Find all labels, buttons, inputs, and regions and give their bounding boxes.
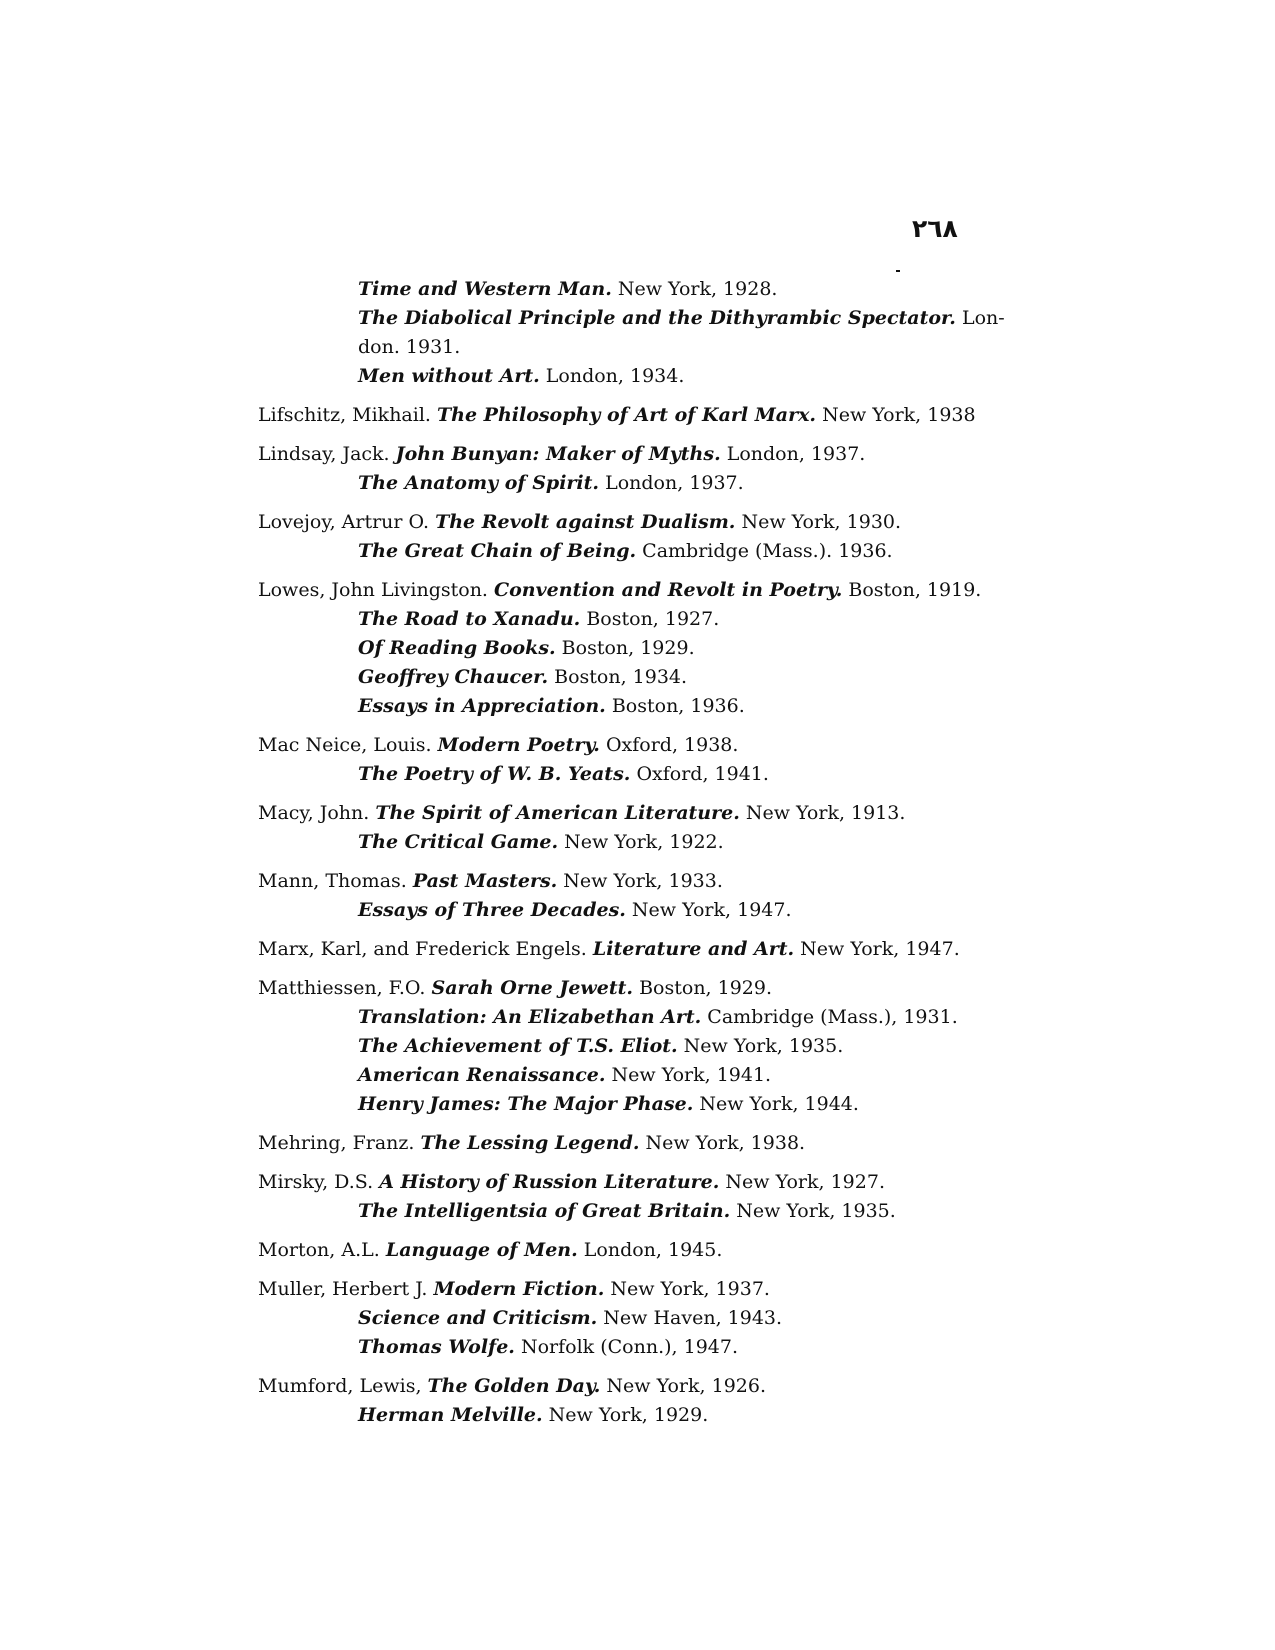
work-title: The Critical Game.: [358, 831, 559, 853]
work-title: The Diabolical Principle and the Dithyrambic Spectator.: [358, 307, 956, 329]
bibliography-entry: [258, 867, 1048, 935]
author: Mann, Thomas.: [258, 870, 413, 892]
work-title: Thomas Wolfe.: [358, 1336, 515, 1358]
work-title: The Anatomy of Spirit.: [358, 472, 600, 494]
work-title: The Great Chain of Being.: [358, 540, 637, 562]
entry-continuation-line: [258, 828, 1048, 857]
entry-continuation-line: [258, 1090, 1048, 1119]
work-title: John Bunyan: Maker of Myths.: [395, 443, 721, 465]
bibliography-entry: [258, 508, 1048, 576]
entry-first-line: [258, 974, 1048, 1003]
entry-first-line: [258, 1168, 1048, 1197]
author: Lifschitz, Mikhail.: [258, 404, 437, 426]
publication-info: New York, 1933.: [557, 870, 723, 892]
entry-first-line: [258, 799, 1048, 828]
work-title: Modern Poetry.: [437, 734, 600, 756]
work-title: Past Masters.: [412, 870, 558, 892]
publication-info: London, 1937.: [720, 443, 866, 465]
entry-continuation-line: [258, 1003, 1048, 1032]
entry-first-line: [258, 440, 1048, 469]
publication-info: Boston, 1936.: [605, 695, 745, 717]
publication-info: New York, 1941.: [605, 1064, 772, 1086]
publication-info: Boston, 1934.: [548, 666, 688, 688]
publication-info: Norfolk (Conn.), 1947.: [514, 1336, 738, 1358]
bibliography-entry: [258, 275, 1048, 401]
author: Mumford, Lewis,: [258, 1375, 428, 1397]
work-title: The Lessing Legend.: [420, 1132, 640, 1154]
work-title: Science and Criticism.: [358, 1307, 598, 1329]
author: Morton, A.L.: [258, 1239, 386, 1261]
publication-info: New York, 1944.: [693, 1093, 859, 1115]
publication-info: Boston, 1919.: [842, 579, 982, 601]
publication-info: New York, 1913.: [739, 802, 906, 824]
entry-continuation-line: [258, 692, 1048, 721]
publication-info: New York, 1947.: [794, 938, 960, 960]
entry-continuation-line: [258, 537, 1048, 566]
bibliography-entry: [258, 935, 1048, 974]
work-title: Modern Fiction.: [433, 1278, 605, 1300]
publication-info: Cambridge (Mass.). 1936.: [636, 540, 893, 562]
author: Mac Neice, Louis.: [258, 734, 438, 756]
entry-first-line: [258, 731, 1048, 760]
publication-info: New York, 1929.: [542, 1404, 709, 1426]
work-title: Henry James: The Major Phase.: [358, 1093, 694, 1115]
entry-continuation-line: [258, 1061, 1048, 1090]
publication-info: Lon-: [955, 307, 1005, 329]
author: Marx, Karl, and Frederick Engels.: [258, 938, 593, 960]
publication-info: New York, 1928.: [611, 278, 778, 300]
publication-info: London, 1934.: [539, 365, 685, 387]
bibliography-entry: [258, 1168, 1048, 1236]
publication-info: New York, 1935.: [730, 1200, 896, 1222]
publication-info: New York, 1927.: [719, 1171, 885, 1193]
work-title: The Intelligentsia of Great Britain.: [358, 1200, 731, 1222]
entry-first-line: [258, 935, 1048, 964]
work-title: The Philosophy of Art of Karl Marx.: [437, 404, 817, 426]
publication-info: Oxford, 1938.: [599, 734, 739, 756]
publication-info: New York, 1926.: [600, 1375, 767, 1397]
author: Matthiessen, F.O.: [258, 977, 432, 999]
entry-first-line: [258, 867, 1048, 896]
entry-continuation-line: [258, 1032, 1048, 1061]
publication-info: don. 1931.: [358, 336, 461, 358]
publication-info: Boston, 1927.: [580, 608, 720, 630]
work-title: Essays of Three Decades.: [358, 899, 626, 921]
work-title: Essays in Appreciation.: [358, 695, 606, 717]
entry-first-line: [258, 1129, 1048, 1158]
entry-continuation-line: [258, 605, 1048, 634]
work-title: Literature and Art.: [592, 938, 795, 960]
publication-info: New York, 1930.: [735, 511, 902, 533]
bibliography-entry: [258, 1236, 1048, 1275]
entry-continuation-line: [258, 304, 1048, 333]
entry-continuation-line: [258, 469, 1048, 498]
author: Lowes, John Livingston.: [258, 579, 495, 601]
entry-first-line: [258, 1372, 1048, 1401]
work-title: The Golden Day.: [427, 1375, 601, 1397]
bibliography-entry: [258, 401, 1048, 440]
entry-continuation-line: [258, 1197, 1048, 1226]
page-number: ٢٦٨: [912, 214, 958, 243]
entry-continuation-line: [258, 1401, 1048, 1430]
entry-continuation-line: [258, 1333, 1048, 1362]
publication-info: New York, 1947.: [625, 899, 792, 921]
publication-info: Oxford, 1941.: [630, 763, 769, 785]
entry-first-line: [258, 1275, 1048, 1304]
work-title: The Road to Xanadu.: [358, 608, 581, 630]
entry-continuation-line: [258, 896, 1048, 925]
author: Mirsky, D.S.: [258, 1171, 380, 1193]
work-title: Translation: An Elizabethan Art.: [358, 1006, 702, 1028]
work-title: The Spirit of American Literature.: [375, 802, 740, 824]
work-title: Geoffrey Chaucer.: [358, 666, 549, 688]
bibliography: [258, 275, 1048, 1440]
publication-info: London, 1945.: [577, 1239, 723, 1261]
work-title: Convention and Revolt in Poetry.: [494, 579, 843, 601]
entry-continuation-line: [258, 1304, 1048, 1333]
entry-continuation-line: [258, 362, 1048, 391]
author: Lovejoy, Artrur O.: [258, 511, 436, 533]
work-title: Time and Western Man.: [358, 278, 612, 300]
publication-info: New York, 1922.: [558, 831, 724, 853]
entry-continuation-line: [258, 634, 1048, 663]
work-title: The Poetry of W. B. Yeats.: [358, 763, 631, 785]
author: Muller, Herbert J.: [258, 1278, 434, 1300]
entry-first-line: [258, 401, 1048, 430]
work-title: Sarah Orne Jewett.: [431, 977, 634, 999]
publication-info: Boston, 1929.: [633, 977, 773, 999]
entry-first-line: [258, 1236, 1048, 1265]
publication-info: London, 1937.: [599, 472, 744, 494]
work-title: Of Reading Books.: [358, 637, 556, 659]
author: Mehring, Franz.: [258, 1132, 421, 1154]
author: Lindsay, Jack.: [258, 443, 396, 465]
publication-info: New York, 1937.: [604, 1278, 770, 1300]
bibliography-entry: [258, 1275, 1048, 1372]
bibliography-entry: [258, 974, 1048, 1129]
entry-continuation-line: [258, 760, 1048, 789]
entry-continuation-line: [258, 333, 1048, 362]
work-title: The Achievement of T.S. Eliot.: [358, 1035, 678, 1057]
entry-first-line: [258, 508, 1048, 537]
publication-info: New York, 1935.: [677, 1035, 844, 1057]
bibliography-entry: [258, 440, 1048, 508]
bibliography-entry: [258, 799, 1048, 867]
work-title: A History of Russion Literature.: [379, 1171, 720, 1193]
publication-info: Cambridge (Mass.), 1931.: [701, 1006, 958, 1028]
publication-info: Boston, 1929.: [555, 637, 695, 659]
bibliography-entry: [258, 576, 1048, 731]
bibliography-entry: [258, 731, 1048, 799]
bibliography-entry: [258, 1372, 1048, 1440]
entry-continuation-line: [258, 663, 1048, 692]
publication-info: New York, 1938.: [639, 1132, 806, 1154]
publication-info: New York, 1938: [816, 404, 976, 426]
work-title: Language of Men.: [385, 1239, 578, 1261]
author: Macy, John.: [258, 802, 376, 824]
work-title: The Revolt against Dualism.: [435, 511, 736, 533]
work-title: Herman Melville.: [358, 1404, 543, 1426]
work-title: Men without Art.: [358, 365, 540, 387]
work-title: American Renaissance.: [358, 1064, 606, 1086]
entry-continuation-line: [258, 275, 1048, 304]
publication-info: New Haven, 1943.: [597, 1307, 783, 1329]
entry-first-line: [258, 576, 1048, 605]
bibliography-entry: [258, 1129, 1048, 1168]
stray-mark: [896, 270, 900, 272]
